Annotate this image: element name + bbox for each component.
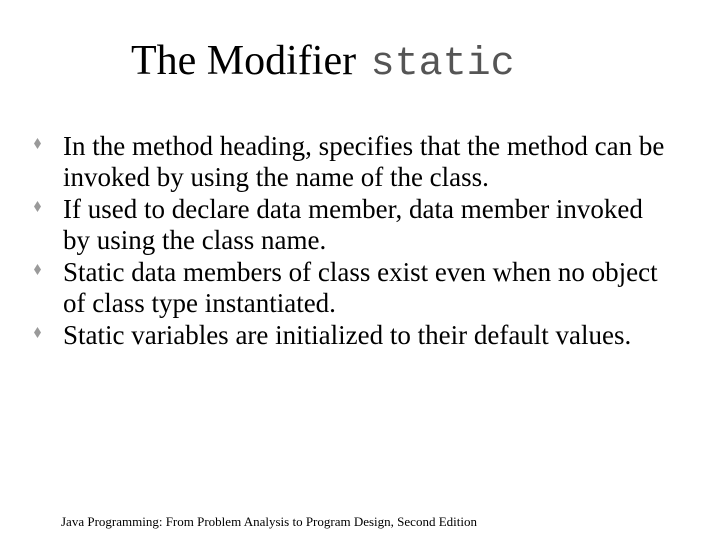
bullet-text: If used to declare data member, data member invoked by using the class name.	[63, 194, 643, 255]
bullet-text: Static data members of class exist even when no object of class type instantiated.	[63, 257, 658, 318]
bullet-item	[34, 131, 674, 193]
bullet-list	[34, 131, 674, 352]
slide-title	[131, 36, 515, 90]
bullet-item	[34, 194, 674, 256]
diamond-bullet-icon	[34, 327, 41, 338]
slide-footer: Java Programming: From Problem Analysis to Program Design, Second Edition	[61, 514, 477, 529]
bullet-text: In the method heading, specifies that the method can be invoked by using the name of the class.	[63, 131, 665, 192]
diamond-bullet-icon	[34, 138, 41, 149]
bullet-item	[34, 257, 674, 319]
bullet-text: Static variables are initialized to their default values.	[63, 320, 632, 350]
diamond-bullet-icon	[34, 264, 41, 275]
title-code-keyword: static	[370, 42, 515, 87]
diamond-bullet-icon	[34, 201, 41, 212]
title-text: The Modifier	[131, 38, 357, 84]
bullet-item	[34, 320, 674, 351]
